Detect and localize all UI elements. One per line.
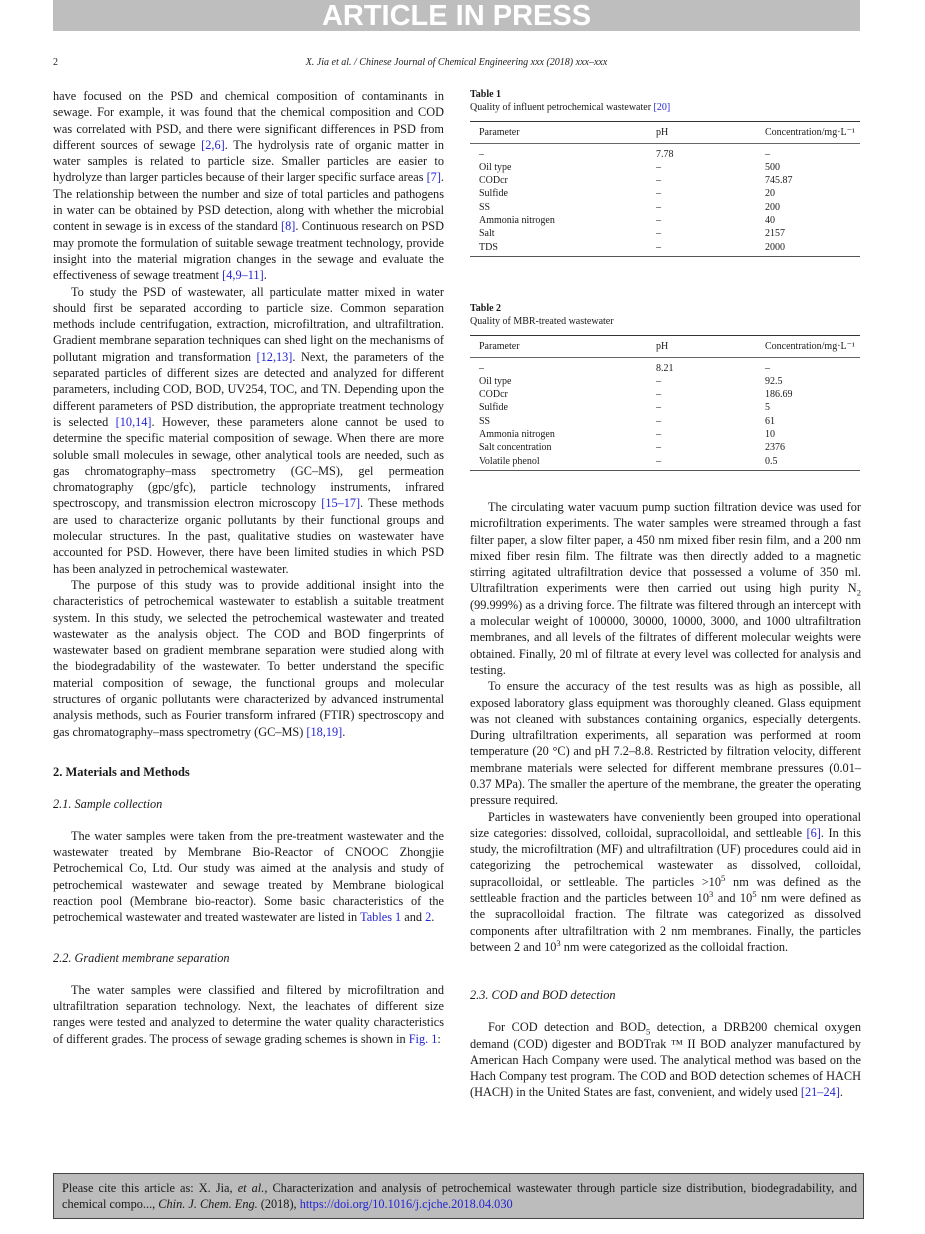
column-header: pH <box>647 121 756 143</box>
cell: 186.69 <box>765 389 793 401</box>
cell: – <box>765 148 770 160</box>
reference-link[interactable]: [21–24] <box>800 1085 840 1100</box>
superscript: 3 <box>556 937 561 948</box>
figure-link[interactable]: Fig. 1 <box>408 1031 438 1046</box>
table-row <box>470 401 860 414</box>
cell: 20 <box>765 188 775 200</box>
section-heading: 2. Materials and Methods <box>53 764 190 779</box>
running-head <box>53 57 860 68</box>
cell: 0.5 <box>756 455 860 471</box>
journal-line: X. Jia et al. / Chinese Journal of Chemical Engineering xxx (2018) xxx–xxx <box>305 57 608 68</box>
text: To study the PSD of wastewater, all particulate matter mixed in water should first be separated according to particle size. Common separation methods include centrifugation, extraction, microfiltration, and ultrafiltration. Gradient membrane separation techniques can shed light on the mechanisms of pollutant migration and transformation <box>53 284 444 364</box>
cell: – <box>656 442 661 454</box>
subscript: 5 <box>646 1026 651 1037</box>
paragraph <box>53 577 444 740</box>
table-header-row <box>470 121 860 143</box>
cell: Sulfide <box>479 188 508 200</box>
cell: Oil type <box>479 375 512 387</box>
text: The water samples were taken from the pre-treatment wastewater and the wastewater treated by Membrane Bio-Reactor of CNOOC Zhongjie Petrochemical Co, Ltd. Our study was aimed at the analysis and study of petrochemical wastewater and sewage treated by Membrane biological reaction pool (Membrane bio-reactor). Some basic characteristics of the petrochemical wastewater and treated wastewater are listed in <box>53 828 444 925</box>
table-2 <box>470 335 860 471</box>
text: (2018), <box>257 1197 300 1211</box>
text: . The hydrolysis rate of organic matter in water samples is related to particle size. Smaller particles are easier to hydrolyze than larger particles because of their larger specific surface areas <box>53 137 444 185</box>
text: , Characterization and analysis of petrochemical wastewater through particle size distribution, biodegradability, and chemical compo..., <box>62 1181 858 1211</box>
table-row <box>470 455 860 471</box>
article-in-press-banner: ARTICLE IN PRESS <box>53 0 860 31</box>
cell: CODcr <box>479 175 508 187</box>
text: nm were categorized as the colloidal fraction. <box>560 939 789 954</box>
right-column <box>470 88 861 1101</box>
text: The circulating water vacuum pump suction filtration device was used for microfiltration experiments. The water samples were streamed through a fast filter paper, a slow filter paper, a 450 nm mixed fiber resin film, and a 200 nm mixed fiber resin film. The filtrate was then directly added to a magnetic stirring agitated ultrafiltration device that possessed a volume of 350 ml. Ultrafiltration experiments were then carried out using high purity N <box>470 499 861 596</box>
text: et al. <box>237 1181 265 1195</box>
text: . <box>263 268 267 283</box>
cell: 500 <box>765 161 780 173</box>
table-label: Table 1 <box>470 89 502 100</box>
text: Quality of influent petrochemical wastewater <box>470 102 654 114</box>
cell: 92.5 <box>765 375 783 387</box>
table-row <box>470 187 860 200</box>
cell: – <box>656 228 661 240</box>
cell: 2000 <box>756 241 860 257</box>
cell: – <box>656 402 661 414</box>
column-header: Parameter <box>470 121 647 143</box>
cell: TDS <box>470 241 647 257</box>
text: (99.999%) as a driving force. The filtrate was filtered through an intercept with a molecular weight of 100000, 30000, 10000, 3000, and 1000 ultrafiltration membranes, and all levels of the filtrates of different molecular weights were obtained. Finally, 20 ml of filtrate at every level was collected for analysis and testing. <box>470 597 861 677</box>
cell: Sulfide <box>479 402 508 414</box>
paragraph <box>53 284 444 577</box>
table-row <box>470 214 860 227</box>
table-label: Table 2 <box>470 302 502 314</box>
paragraph <box>53 982 444 1047</box>
cell: Ammonia nitrogen <box>479 215 555 227</box>
subsection-heading: 2.1. Sample collection <box>53 796 163 811</box>
table-link[interactable]: 2 <box>425 910 432 925</box>
paragraph <box>53 828 444 926</box>
cell: – <box>656 188 661 200</box>
text: Particles in wastewaters have conveniently been grouped into operational size categories: dissolved, colloidal, supracolloidal, and settleable <box>470 809 861 840</box>
text: . However, these parameters alone cannot be used to determine the specific material composition of sewage. When there are more soluble small molecules in sewage, other analytical tools are needed, such as gas chromatography–mass spectrometry (GC–MS), gel permeation chromatography (gpc/gfc), particle technology instruments, infrared spectroscopy, and transmission electron microscopy <box>53 414 445 511</box>
left-column <box>53 88 444 1047</box>
reference-link[interactable]: [7] <box>426 170 441 185</box>
text: . <box>431 910 435 925</box>
paragraph <box>470 1019 861 1100</box>
text: . These methods are used to characterize organic pollutants by their functional groups and molecular structures. In the past, qualitative studies on wastewater have accounted for PSD. However, there have been limited studies in which PSD has been analyzed in petrochemical wastewater. <box>53 496 444 576</box>
table-row <box>470 441 860 454</box>
reference-link[interactable]: [4,9–11] <box>222 268 264 283</box>
text: The purpose of this study was to provide additional insight into the characteristics of petrochemical wastewater to establish a suitable treatment system. In this study, we selected the petrochemical wastewater and treated wastewater as the analysis object. The COD and BOD fingerprints of wastewater based on gradient membrane separation were studied along with the biodegradability of the wastewater. To better understand the specific material composition of sewage, the functional groups and molecular structures of organic pollutants were characterized by advanced instrumental analysis methods, such as Fourier transform infrared (FTIR) spectroscopy and gas chromatography–mass spectrometry (GC–MS) <box>53 577 444 739</box>
reference-link[interactable]: [18,19] <box>306 724 343 739</box>
table-header-row <box>470 335 860 357</box>
cell: 40 <box>765 215 775 227</box>
cell: 8.21 <box>656 362 674 374</box>
cell: Volatile phenol <box>470 455 647 471</box>
table-caption: Quality of MBR-treated wastewater <box>470 316 614 328</box>
cell: – <box>656 375 661 387</box>
text: . Continuous research on PSD may promote the formulation of suitable sewage treatment technology, provide insight into the material migration changes in the sewage and evaluate the effectiveness of sewage treatment <box>53 219 444 283</box>
superscript: 3 <box>708 888 714 899</box>
table-row <box>470 161 860 174</box>
text: and <box>401 910 426 925</box>
superscript: 5 <box>720 872 726 883</box>
cell: Oil type <box>479 161 512 173</box>
reference-link[interactable]: [12,13] <box>256 349 293 364</box>
page-number: 2 <box>53 57 58 68</box>
paragraph <box>470 809 861 956</box>
cell: 2376 <box>765 442 785 454</box>
cell: 5 <box>765 402 770 414</box>
table-row <box>470 375 860 388</box>
text: . <box>839 1085 843 1100</box>
text: nm was defined as the settleable fraction and the particles between 10 <box>470 874 861 906</box>
cell: 7.78 <box>656 148 674 160</box>
paragraph <box>53 88 444 284</box>
cell: SS <box>479 201 491 213</box>
cell: Salt concentration <box>479 442 552 454</box>
paragraph <box>470 499 861 678</box>
table-row <box>470 174 860 187</box>
reference-link[interactable]: [10,14] <box>115 414 152 429</box>
table-row <box>470 241 860 257</box>
cell: 61 <box>765 415 775 427</box>
text: nm were defined as the supracolloidal fraction. The filtrate was categorized as dissolved components after ultrafiltration with 2 nm membranes. Finally, the particles between 2 and 10 <box>470 891 861 954</box>
text: . The relationship between the number and size of total particles and pathogens in water can be obtained by PSD detection, along with whether the microbial content in sewage is in excess of the standard <box>53 170 444 234</box>
reference-link[interactable]: [15–17] <box>321 496 361 511</box>
cell: – <box>656 389 661 401</box>
cell: Ammonia nitrogen <box>479 429 555 441</box>
text: detection, a DRB200 chemical oxygen demand (COD) digester and BODTrak ™ II BOD analyzer manufactured by American Hach Company were used. The analytical method was based on the Hach Company test program. The COD and BOD detection schemes of HACH (HACH) in the United States are fast, convenient, and widely used <box>470 1020 861 1100</box>
cell: 2157 <box>765 228 785 240</box>
cell: – <box>765 362 770 374</box>
text: have focused on the PSD and chemical composition of contaminants in sewage. For example, it was found that the chemical composition and COD was correlated with PSD, and there were significant differences in PSD from different sources of sewage <box>53 89 444 152</box>
column-header: Concentration/mg·L⁻¹ <box>756 335 860 357</box>
table-row <box>470 143 860 161</box>
text: The water samples were classified and filtered by microfiltration and ultrafiltration separation technology. Next, the leachates of different size ranges were tested and analyzed to determine the water quality characteristics of different grades. The process of sewage grading schemes is shown in <box>53 982 444 1046</box>
cell: – <box>656 429 661 441</box>
table-row <box>470 388 860 401</box>
paragraph: To ensure the accuracy of the test results was as high as possible, all exposed laboratory glass equipment was thoroughly cleaned. Glass equipment was not cleaned with substances containing organics, especially detergents. During ultrafiltration experiments, all separation was performed at room temperature (20 °C) and pH 7.2–8.8. Restricted by filtration velocity, different membrane materials were selected for different membrane pressures (0.01–0.37 MPa). The smaller the aperture of the membrane, the greater the operating pressure required. <box>470 679 861 808</box>
subsection-heading: 2.2. Gradient membrane separation <box>53 950 230 965</box>
table-link[interactable]: Tables 1 <box>360 910 402 925</box>
text: and 10 <box>713 891 753 906</box>
table-2-block <box>470 302 861 471</box>
table-1 <box>470 121 860 257</box>
reference-link[interactable]: [8] <box>281 219 296 234</box>
text: Please cite this article as: X. Jia, <box>62 1181 238 1195</box>
table-caption <box>470 101 861 114</box>
column-header: Concentration/mg·L⁻¹ <box>756 121 860 143</box>
table-row <box>470 227 860 240</box>
journal-name: Chin. J. Chem. Eng. <box>158 1197 258 1211</box>
cell: – <box>656 415 661 427</box>
cell: – <box>656 175 661 187</box>
subscript: 2 <box>856 587 861 598</box>
cell: 745.87 <box>765 175 793 187</box>
cell: – <box>479 148 484 160</box>
doi-link[interactable]: https://doi.org/10.1016/j.cjche.2018.04.030 <box>299 1197 513 1211</box>
subsection-heading: 2.3. COD and BOD detection <box>470 988 616 1003</box>
cell: – <box>647 241 756 257</box>
table-row <box>470 415 860 428</box>
cell: 10 <box>765 429 775 441</box>
table-row <box>470 428 860 441</box>
cell: SS <box>479 415 491 427</box>
reference-link[interactable]: [20] <box>653 102 671 114</box>
cell: – <box>656 201 661 213</box>
text: : <box>437 1031 441 1046</box>
table-row <box>470 201 860 214</box>
cell: Salt <box>479 228 495 240</box>
text: For COD detection and BOD <box>488 1020 647 1035</box>
text: . Next, the parameters of the separated particles of different sizes are detected and analyzed for different parameters, including COD, BOD, UV254, TOC, and TN. Depending upon the different parameters of PSD distribution, the appropriate treatment technology is selected <box>53 349 444 429</box>
reference-link[interactable]: [2,6] <box>201 137 225 152</box>
table-1-block <box>470 88 861 257</box>
superscript: 5 <box>752 888 757 899</box>
citation-box <box>53 1173 864 1219</box>
cell: – <box>656 161 661 173</box>
column-header: Parameter <box>470 335 647 357</box>
column-header: pH <box>647 335 756 357</box>
cell: – <box>656 215 661 227</box>
cell: – <box>479 362 484 374</box>
table-row <box>470 357 860 375</box>
cell: CODcr <box>479 389 508 401</box>
cell: – <box>647 455 756 471</box>
cell: 200 <box>765 201 780 213</box>
text: . <box>342 724 346 739</box>
reference-link[interactable]: [6] <box>806 825 821 840</box>
text: . In this study, the microfiltration (MF) and ultrafiltration (UF) procedures could aid in categorizing the petrochemical wastewater as dissolved, colloidal, supracolloidal, or settleable. The particles >10 <box>470 825 862 889</box>
